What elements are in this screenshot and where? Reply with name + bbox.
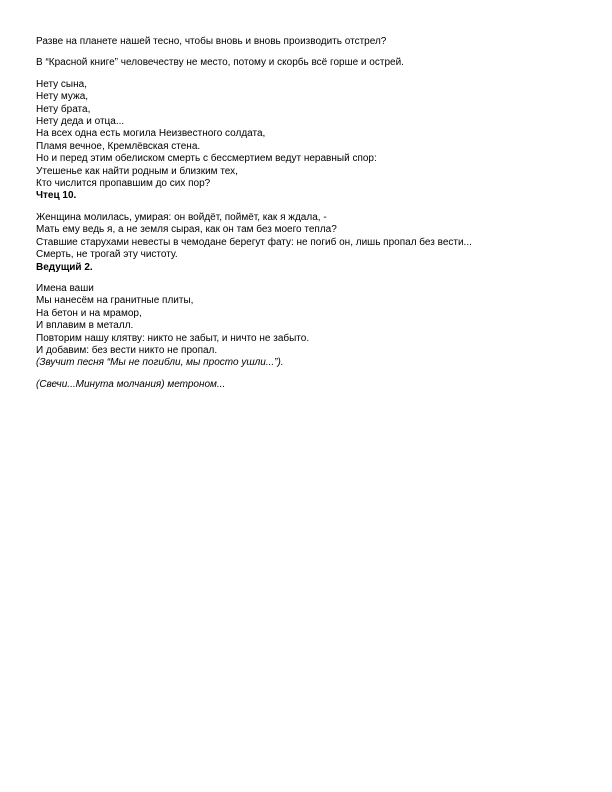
stanza-line: Мать ему ведь я, а не земля сырая, как он там без моего тепла? (36, 224, 337, 236)
heading-reader-10: Чтец 10. (36, 190, 77, 202)
stage-note-song: (Звучит песня “Мы не погибли, мы просто ушли...”). (36, 357, 284, 369)
stanza-1 (36, 79, 576, 203)
stanza-line: Женщина молилась, умирая: он войдёт, поймёт, как я ждала, - (36, 211, 327, 223)
stanza-line: Нету деда и отца... (36, 116, 125, 128)
stanza-line: И добавим: без вести никто не пропал. (36, 344, 218, 356)
intro-paragraph-1: Разве на планете нашей тесно, чтобы вновь и вновь производить отстрел? (36, 36, 387, 47)
stanza-line: На бетон и на мрамор, (36, 307, 142, 319)
stanza-line: Кто числится пропавшим до сих пор? (36, 178, 211, 190)
stanza-line: Повторим нашу клятву: никто не забыт, и ничто не забыто. (36, 332, 310, 344)
stanza-line: Смерть, не трогай эту чистоту. (36, 249, 178, 261)
stanza-line: Нету мужа, (36, 91, 89, 103)
stanza-line: Имена ваши (36, 282, 94, 294)
intro-paragraph-2: В “Красной книге” человечеству не место, потому и скорбь всё горше и острей. (36, 57, 404, 69)
stanza-line: Но и перед этим обелиском смерть с бессмертием ведут неравный спор: (36, 153, 377, 165)
stanza-2 (36, 212, 576, 274)
stanza-line: Нету брата, (36, 103, 91, 115)
stanza-line: Пламя вечное, Кремлёвская стена. (36, 140, 201, 152)
stage-note-candles: (Свечи...Минута молчания) метроном... (36, 378, 226, 390)
stanza-line: Ставшие старухами невесты в чемодане берегут фату: не погиб он, лишь пропал без вести... (36, 236, 472, 248)
document-page (36, 36, 576, 400)
stanza-3 (36, 283, 576, 370)
stanza-line: Нету сына, (36, 78, 87, 90)
stanza-line: Мы нанесём на гранитные плиты, (36, 295, 194, 307)
stanza-line: И вплавим в металл. (36, 320, 134, 332)
stanza-line: На всех одна есть могила Неизвестного солдата, (36, 128, 266, 140)
heading-host-2: Ведущий 2. (36, 261, 93, 273)
stanza-line: Утешенье как найти родным и близким тех, (36, 165, 238, 177)
